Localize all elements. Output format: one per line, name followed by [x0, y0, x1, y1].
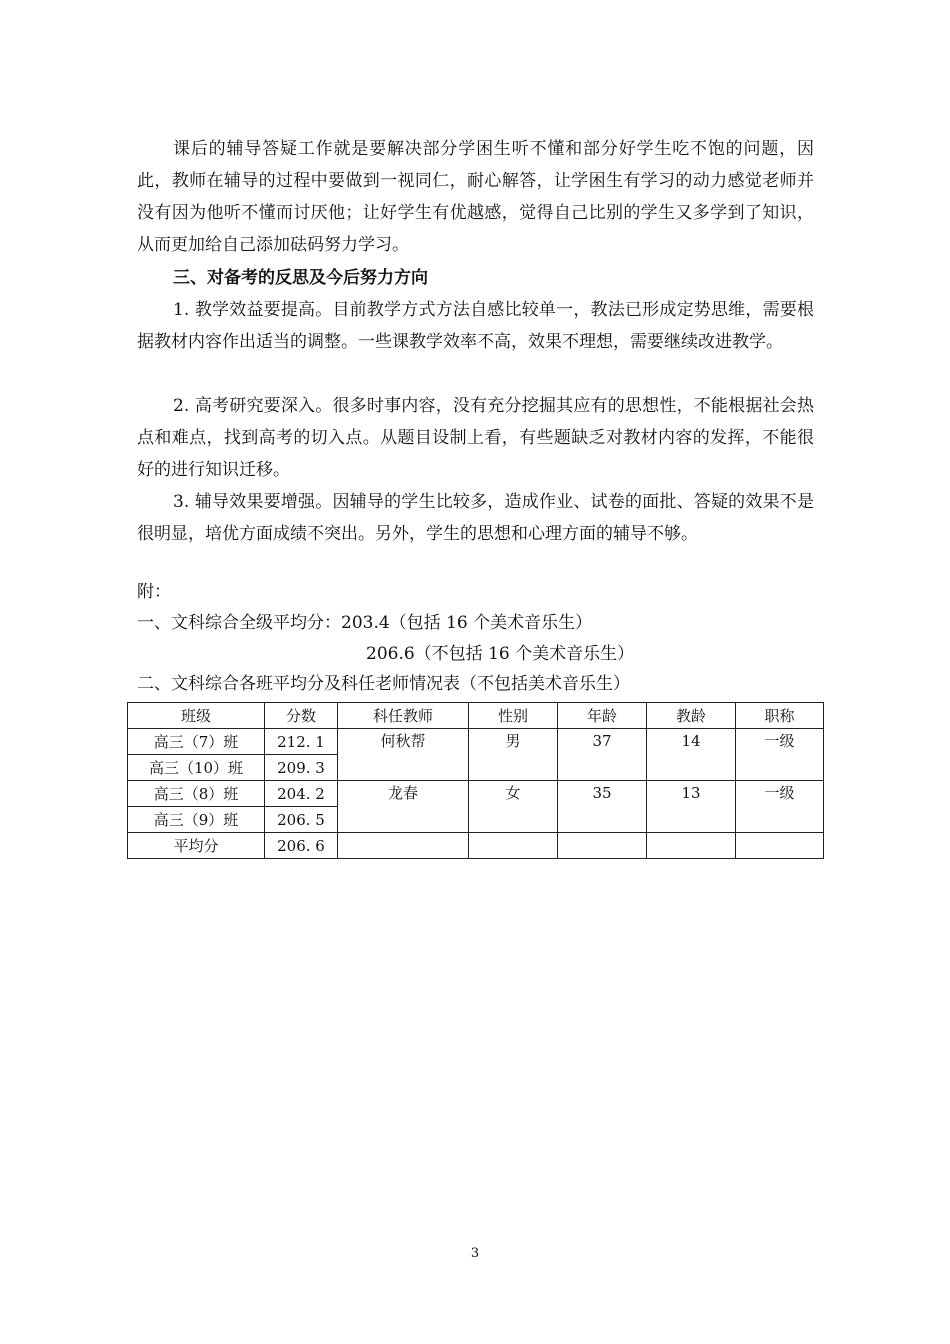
header-age: 年龄: [558, 703, 647, 729]
header-gender: 性别: [469, 703, 558, 729]
appendix-line-1: 一、文科综合全级平均分：203.4（包括 16 个美术音乐生）: [137, 613, 593, 633]
cell-average-label: 平均分: [128, 833, 265, 859]
paragraph-item-2: 2. 高考研究要深入。很多时事内容，没有充分挖掘其应有的思想性，不能根据社会热点和难点，找到高考的切入点。从题目设制上看，有些题缺乏对教材内容的发挥，不能很好的进行知识迁移。: [137, 396, 814, 480]
cell-teaching-years: 13: [647, 781, 736, 833]
cell-class: 高三（10）班: [128, 755, 265, 781]
cell-teaching-years: 14: [647, 729, 736, 781]
paragraph-item-1: 1. 教学效益要提高。目前教学方式方法自感比较单一，教法已形成定势思维，需要根据教材内容作出适当的调整。一些课教学效率不高，效果不理想，需要继续改进教学。: [137, 300, 814, 352]
cell-empty: [338, 833, 469, 859]
section-heading-3: 三、对备考的反思及今后努力方向: [173, 268, 428, 288]
table-average-row: [128, 833, 824, 859]
table-header-row: [128, 703, 824, 729]
cell-score: 212. 1: [265, 729, 338, 755]
page-number: 3: [470, 1246, 480, 1261]
cell-score: 204. 2: [265, 781, 338, 807]
cell-teacher: 龙春: [338, 781, 469, 833]
cell-empty: [736, 833, 824, 859]
table-row: [128, 781, 824, 807]
cell-average-score: 206. 6: [265, 833, 338, 859]
class-score-table: [127, 702, 824, 859]
cell-empty: [647, 833, 736, 859]
cell-age: 37: [558, 729, 647, 781]
paragraph-tutoring: 课后的辅导答疑工作就是要解决部分学困生听不懂和部分好学生吃不饱的问题，因此，教师在辅导的过程中要做到一视同仁，耐心解答，让学困生有学习的动力感觉老师并没有因为他听不懂而讨厌他；让好学生有优越感，觉得自己比别的学生又多学到了知识，从而更加给自己添加砝码努力学习。: [137, 139, 814, 255]
header-teacher: 科任教师: [338, 703, 469, 729]
cell-empty: [469, 833, 558, 859]
header-teaching-years: 教龄: [647, 703, 736, 729]
cell-age: 35: [558, 781, 647, 833]
header-class: 班级: [128, 703, 265, 729]
header-score: 分数: [265, 703, 338, 729]
cell-score: 206. 5: [265, 807, 338, 833]
appendix-label: 附：: [137, 582, 171, 602]
appendix-line-2: 206.6（不包括 16 个美术音乐生）: [366, 644, 635, 664]
cell-class: 高三（9）班: [128, 807, 265, 833]
paragraph-item-3: 3. 辅导效果要增强。因辅导的学生比较多，造成作业、试卷的面批、答疑的效果不是很明显，培优方面成绩不突出。另外，学生的思想和心理方面的辅导不够。: [137, 492, 814, 544]
cell-title: 一级: [736, 781, 824, 833]
cell-teacher: 何秋帮: [338, 729, 469, 781]
appendix-line-3: 二、文科综合各班平均分及科任老师情况表（不包括美术音乐生）: [137, 674, 630, 694]
cell-class: 高三（8）班: [128, 781, 265, 807]
cell-gender: 男: [469, 729, 558, 781]
cell-gender: 女: [469, 781, 558, 833]
cell-score: 209. 3: [265, 755, 338, 781]
table-row: [128, 729, 824, 755]
cell-class: 高三（7）班: [128, 729, 265, 755]
cell-empty: [558, 833, 647, 859]
header-title: 职称: [736, 703, 824, 729]
cell-title: 一级: [736, 729, 824, 781]
